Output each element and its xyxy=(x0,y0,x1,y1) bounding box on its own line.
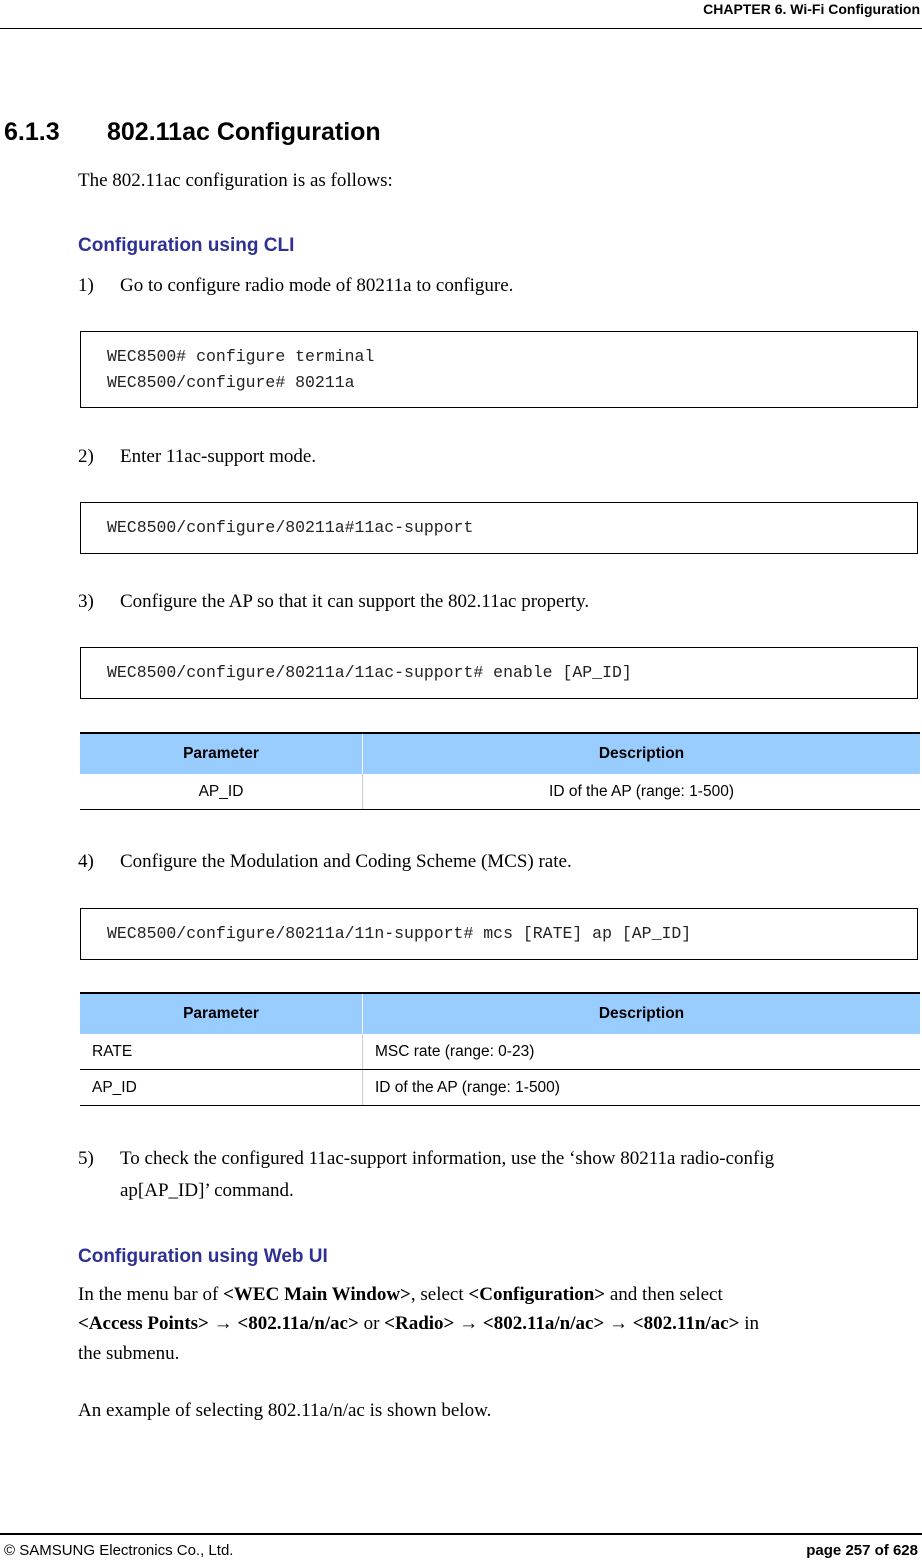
column-header: Description xyxy=(363,733,921,774)
webui-line-2 xyxy=(78,1313,759,1335)
menu-configuration: <Configuration> xyxy=(468,1284,606,1305)
table-cell: MSC rate (range: 0-23) xyxy=(363,1034,921,1070)
step-5 xyxy=(78,1148,774,1170)
step-text: Configure the Modulation and Coding Scheme (MCS) rate. xyxy=(120,851,572,872)
page-footer xyxy=(0,1533,922,1567)
text: or xyxy=(358,1313,385,1334)
table-cell: AP_ID xyxy=(80,774,363,810)
step-4 xyxy=(78,851,572,873)
step-3 xyxy=(78,591,589,613)
code-line: WEC8500/configure# 80211a xyxy=(107,373,355,392)
step-number: 5) xyxy=(78,1148,94,1169)
code-block-2 xyxy=(80,502,918,554)
column-header: Parameter xyxy=(80,733,363,774)
table-row xyxy=(80,774,920,810)
arrow-icon: → xyxy=(609,1313,629,1334)
section-title xyxy=(4,118,381,147)
step-text: Go to configure radio mode of 80211a to configure. xyxy=(120,275,514,296)
code-line: WEC8500/configure/80211a/11n-support# mcs [RATE] ap [AP_ID] xyxy=(107,924,692,943)
code-block-3 xyxy=(80,647,918,699)
step-number: 1) xyxy=(78,275,94,296)
webui-line-1 xyxy=(78,1284,723,1306)
parameter-table-2 xyxy=(80,992,920,1106)
code-block-4 xyxy=(80,908,918,960)
menu-80211nac: <802.11n/ac> xyxy=(632,1313,740,1334)
step-number: 3) xyxy=(78,591,94,612)
table-row xyxy=(80,1070,920,1106)
parameter-table-1 xyxy=(80,732,920,810)
arrow-icon: → xyxy=(459,1313,479,1334)
menu-access-points: <Access Points> xyxy=(78,1313,209,1334)
menu-80211anac: <802.11a/n/ac> xyxy=(237,1313,359,1334)
step-number: 4) xyxy=(78,851,94,872)
column-header: Description xyxy=(363,993,921,1034)
step-text: Configure the AP so that it can support the 802.11ac property. xyxy=(120,591,590,612)
column-header: Parameter xyxy=(80,993,363,1034)
section-title-text: 802.11ac Configuration xyxy=(107,118,381,146)
page-header xyxy=(0,0,922,29)
menu-radio: <Radio> xyxy=(384,1313,455,1334)
table-cell: ID of the AP (range: 1-500) xyxy=(363,1070,921,1106)
table-cell: ID of the AP (range: 1-500) xyxy=(363,774,921,810)
code-line: WEC8500/configure/80211a/11ac-support# enable [AP_ID] xyxy=(107,663,632,682)
table-cell: RATE xyxy=(80,1034,363,1070)
code-block-1 xyxy=(80,331,918,408)
section-number: 6.1.3 xyxy=(4,118,60,146)
text: and then select xyxy=(605,1284,723,1305)
webui-line-3: the submenu. xyxy=(78,1343,180,1364)
step-2 xyxy=(78,446,316,468)
code-line: WEC8500# configure terminal xyxy=(107,347,375,366)
webui-example: An example of selecting 802.11a/n/ac is shown below. xyxy=(78,1400,492,1421)
step-text: Enter 11ac-support mode. xyxy=(120,446,317,467)
section-intro: The 802.11ac configuration is as follows: xyxy=(78,170,393,191)
text: in xyxy=(739,1313,759,1334)
step-number: 2) xyxy=(78,446,94,467)
webui-heading: Configuration using Web UI xyxy=(78,1246,328,1267)
table-header-row xyxy=(80,993,920,1034)
page-number: page 257 of 628 xyxy=(806,1542,918,1559)
step-text: To check the configured 11ac-support information, use the ‘show 80211a radio-config xyxy=(120,1148,775,1169)
arrow-icon: → xyxy=(213,1313,233,1334)
menu-80211anac: <802.11a/n/ac> xyxy=(482,1313,605,1334)
step-1 xyxy=(78,275,513,297)
table-cell: AP_ID xyxy=(80,1070,363,1106)
cli-heading: Configuration using CLI xyxy=(78,235,295,256)
chapter-title: CHAPTER 6. Wi-Fi Configuration xyxy=(703,1,920,17)
step-5-continued: ap[AP_ID]’ command. xyxy=(120,1180,294,1201)
text: , select xyxy=(410,1284,469,1305)
menu-main-window: <WEC Main Window> xyxy=(223,1284,411,1305)
code-line: WEC8500/configure/80211a#11ac-support xyxy=(107,518,474,537)
text: In the menu bar of xyxy=(78,1284,224,1305)
copyright: © SAMSUNG Electronics Co., Ltd. xyxy=(4,1542,234,1559)
table-row xyxy=(80,1034,920,1070)
table-header-row xyxy=(80,733,920,774)
